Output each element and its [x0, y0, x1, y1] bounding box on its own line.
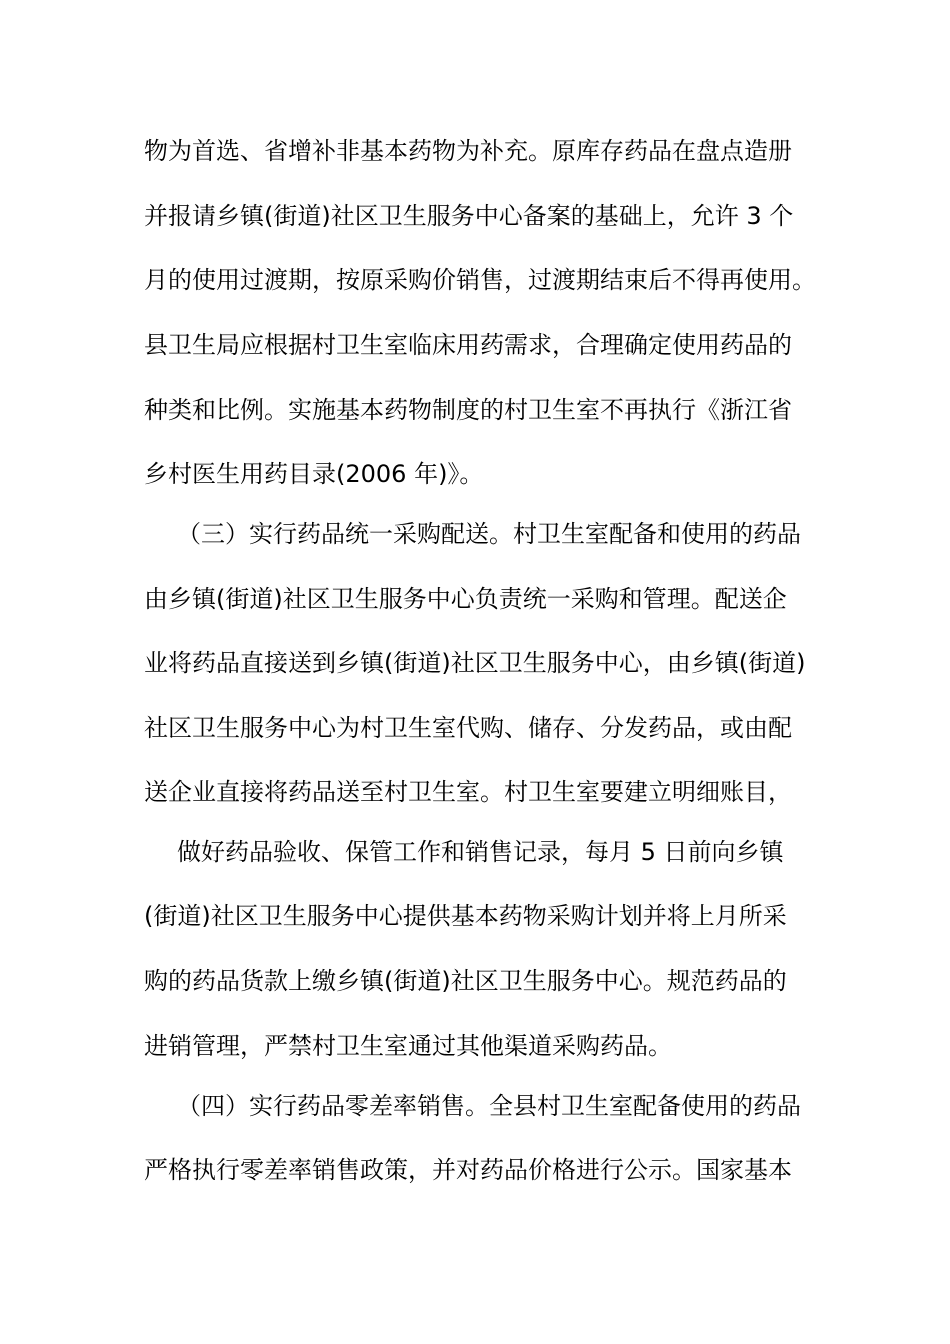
text-line: 社区卫生服务中心为村卫生室代购、储存、分发药品，或由配	[144, 714, 792, 742]
paragraph-heading-3: （三）实行药品统一采购配送。村卫生室配备和使用的药品	[177, 520, 801, 548]
text-line: 进销管理，严禁村卫生室通过其他渠道采购药品。	[144, 1032, 672, 1060]
text-line: 并报请乡镇(街道)社区卫生服务中心备案的基础上，允许 3 个	[144, 202, 794, 230]
text-line: 月的使用过渡期，按原采购价销售，过渡期结束后不得再使用。	[144, 266, 816, 294]
paragraph-heading-4: （四）实行药品零差率销售。全县村卫生室配备使用的药品	[177, 1092, 801, 1120]
text-line: 做好药品验收、保管工作和销售记录，每月 5 日前向乡镇	[177, 838, 784, 866]
text-line: 由乡镇(街道)社区卫生服务中心负责统一采购和管理。配送企	[144, 585, 787, 613]
text-line: 乡村医生用药目录(2006 年)》。	[144, 460, 484, 488]
text-line: 物为首选、省增补非基本药物为补充。原库存药品在盘点造册	[144, 137, 792, 165]
text-line: 送企业直接将药品送至村卫生室。村卫生室要建立明细账目，	[144, 778, 792, 806]
text-line: 业将药品直接送到乡镇(街道)社区卫生服务中心，由乡镇(街道)	[144, 649, 806, 677]
text-line: (街道)社区卫生服务中心提供基本药物采购计划并将上月所采	[144, 902, 787, 930]
text-line: 购的药品货款上缴乡镇(街道)社区卫生服务中心。规范药品的	[144, 967, 787, 995]
text-line: 严格执行零差率销售政策，并对药品价格进行公示。国家基本	[144, 1156, 792, 1184]
text-line: 种类和比例。实施基本药物制度的村卫生室不再执行《浙江省	[144, 396, 792, 424]
text-line: 县卫生局应根据村卫生室临床用药需求，合理确定使用药品的	[144, 331, 792, 359]
